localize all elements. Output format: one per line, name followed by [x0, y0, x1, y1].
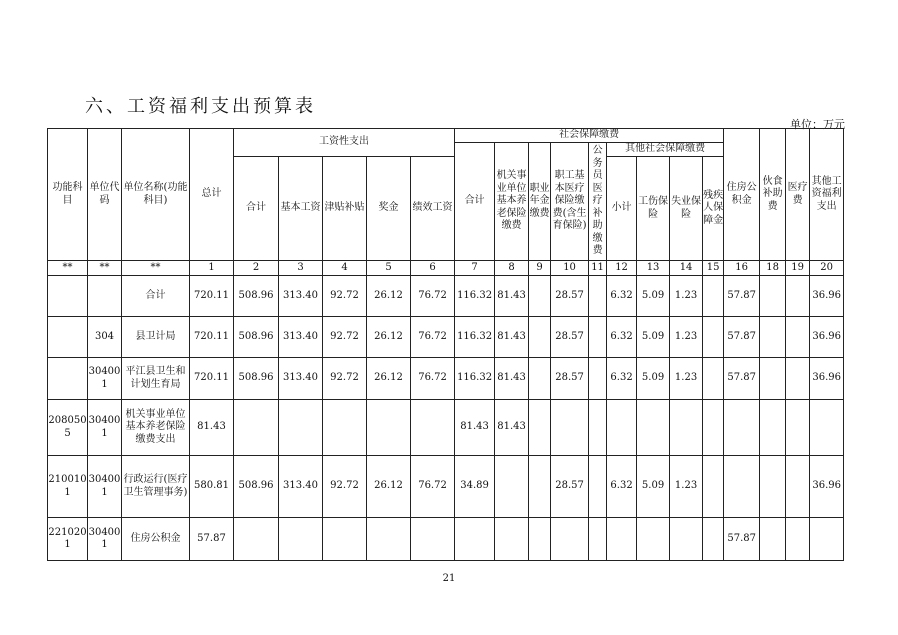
amount-cell — [760, 456, 786, 518]
unit-name-cell: 住房公积金 — [122, 518, 190, 561]
unit-name-cell: 合计 — [122, 276, 190, 317]
column-index-cell: 8 — [495, 261, 529, 276]
amount-cell: 5.09 — [637, 276, 670, 317]
amount-cell: 116.32 — [455, 317, 495, 358]
amount-cell — [703, 358, 724, 400]
header-pension: 机关事业单位基本养老保险缴费 — [495, 143, 529, 261]
amount-cell — [279, 518, 323, 561]
header-disability: 残疾人保障金 — [703, 157, 724, 261]
amount-cell — [760, 518, 786, 561]
amount-cell: 57.87 — [724, 358, 760, 400]
header-performance: 绩效工资 — [411, 157, 455, 261]
amount-cell — [589, 317, 607, 358]
amount-cell: 5.09 — [637, 358, 670, 400]
amount-cell: 28.57 — [551, 456, 589, 518]
amount-cell: 1.23 — [670, 317, 703, 358]
amount-cell: 6.32 — [607, 358, 637, 400]
column-index-cell: 3 — [279, 261, 323, 276]
func-code-cell: 2080505 — [48, 400, 88, 456]
column-index-cell: ** — [122, 261, 190, 276]
amount-cell — [760, 358, 786, 400]
header-housing: 住房公积金 — [724, 129, 760, 261]
amount-cell — [529, 518, 551, 561]
amount-cell — [724, 456, 760, 518]
column-index-cell: 16 — [724, 261, 760, 276]
header-wage-subtotal: 合计 — [234, 157, 279, 261]
amount-cell: 6.32 — [607, 456, 637, 518]
amount-cell — [670, 400, 703, 456]
header-other-subtotal: 小计 — [607, 157, 637, 261]
header-basic-wage: 基本工资 — [279, 157, 323, 261]
amount-cell: 36.96 — [810, 317, 844, 358]
unit-code-cell: 304001 — [88, 358, 122, 400]
header-med-fee: 医疗费 — [786, 129, 810, 261]
amount-cell — [589, 400, 607, 456]
amount-cell — [786, 317, 810, 358]
column-index-cell: 2 — [234, 261, 279, 276]
amount-cell: 28.57 — [551, 358, 589, 400]
header-wage-group: 工资性支出 — [234, 129, 455, 157]
header-injury: 工伤保险 — [637, 157, 670, 261]
amount-cell — [637, 400, 670, 456]
amount-cell: 5.09 — [637, 456, 670, 518]
amount-cell: 508.96 — [234, 276, 279, 317]
page-title: 六、工资福利支出预算表 — [85, 96, 316, 117]
column-index-cell: 13 — [637, 261, 670, 276]
amount-cell — [529, 358, 551, 400]
amount-cell: 6.32 — [607, 276, 637, 317]
amount-cell: 34.89 — [455, 456, 495, 518]
amount-cell: 28.57 — [551, 317, 589, 358]
amount-cell — [670, 518, 703, 561]
column-index-row-group — [48, 261, 844, 276]
amount-cell — [637, 518, 670, 561]
amount-cell: 580.81 — [190, 456, 234, 518]
amount-cell — [551, 400, 589, 456]
amount-cell: 36.96 — [810, 456, 844, 518]
amount-cell: 5.09 — [637, 317, 670, 358]
column-index-cell: 9 — [529, 261, 551, 276]
amount-cell: 313.40 — [279, 456, 323, 518]
data-rows — [48, 276, 844, 561]
func-code-cell — [48, 317, 88, 358]
amount-cell: 313.40 — [279, 276, 323, 317]
amount-cell — [529, 456, 551, 518]
header-medical: 职工基本医疗保险缴费(含生育保险) — [551, 143, 589, 261]
header-other-group: 其他社会保障缴费 — [607, 143, 724, 157]
header-unit-name: 单位名称(功能科目) — [122, 129, 190, 261]
unit-code-cell: 304 — [88, 317, 122, 358]
amount-cell — [607, 400, 637, 456]
column-index-cell: 18 — [760, 261, 786, 276]
unit-code-cell: 304001 — [88, 400, 122, 456]
amount-cell — [367, 518, 411, 561]
column-index-cell: 20 — [810, 261, 844, 276]
amount-cell — [760, 276, 786, 317]
amount-cell — [760, 317, 786, 358]
amount-cell — [703, 456, 724, 518]
amount-cell — [323, 400, 367, 456]
header-unit-code: 单位代码 — [88, 129, 122, 261]
amount-cell: 76.72 — [411, 276, 455, 317]
amount-cell — [786, 276, 810, 317]
amount-cell: 313.40 — [279, 317, 323, 358]
amount-cell — [551, 518, 589, 561]
amount-cell — [529, 317, 551, 358]
amount-cell: 81.43 — [190, 400, 234, 456]
amount-cell — [279, 400, 323, 456]
page-number: 21 — [442, 573, 456, 584]
amount-cell: 26.12 — [367, 317, 411, 358]
amount-cell — [589, 518, 607, 561]
func-code-cell — [48, 358, 88, 400]
amount-cell: 116.32 — [455, 358, 495, 400]
amount-cell: 116.32 — [455, 276, 495, 317]
amount-cell: 508.96 — [234, 358, 279, 400]
amount-cell: 81.43 — [455, 400, 495, 456]
amount-cell: 313.40 — [279, 358, 323, 400]
amount-cell: 26.12 — [367, 276, 411, 317]
amount-cell — [323, 518, 367, 561]
table-row — [48, 276, 844, 317]
amount-cell: 36.96 — [810, 358, 844, 400]
header-allowance: 津贴补贴 — [323, 157, 367, 261]
amount-cell: 76.72 — [411, 317, 455, 358]
header-meal: 伙食补助费 — [760, 129, 786, 261]
unit-code-cell — [88, 276, 122, 317]
unit-name-cell: 县卫计局 — [122, 317, 190, 358]
amount-cell: 92.72 — [323, 358, 367, 400]
header-annuity: 职业年金缴费 — [529, 143, 551, 261]
amount-cell — [529, 276, 551, 317]
amount-cell: 36.96 — [810, 276, 844, 317]
func-code-cell: 2210201 — [48, 518, 88, 561]
header-total: 总计 — [190, 129, 234, 261]
amount-cell: 1.23 — [670, 276, 703, 317]
amount-cell: 81.43 — [495, 358, 529, 400]
amount-cell — [786, 400, 810, 456]
header-bonus: 奖金 — [367, 157, 411, 261]
amount-cell: 26.12 — [367, 456, 411, 518]
amount-cell — [589, 456, 607, 518]
column-index-cell: 1 — [190, 261, 234, 276]
amount-cell: 92.72 — [323, 456, 367, 518]
amount-cell: 720.11 — [190, 276, 234, 317]
amount-cell: 28.57 — [551, 276, 589, 317]
amount-cell: 508.96 — [234, 456, 279, 518]
amount-cell: 57.87 — [190, 518, 234, 561]
amount-cell: 81.43 — [495, 400, 529, 456]
amount-cell: 1.23 — [670, 358, 703, 400]
amount-cell: 1.23 — [670, 456, 703, 518]
amount-cell — [589, 358, 607, 400]
column-index-cell: ** — [88, 261, 122, 276]
amount-cell — [607, 518, 637, 561]
column-index-cell: ** — [48, 261, 88, 276]
amount-cell — [234, 400, 279, 456]
func-code-cell: 2100101 — [48, 456, 88, 518]
budget-table — [47, 128, 844, 561]
column-index-cell: 4 — [323, 261, 367, 276]
header-other-welfare: 其他工资福利支出 — [810, 129, 844, 261]
amount-cell — [703, 276, 724, 317]
amount-cell — [455, 518, 495, 561]
amount-cell — [495, 518, 529, 561]
amount-cell — [411, 518, 455, 561]
amount-cell: 508.96 — [234, 317, 279, 358]
amount-cell — [703, 400, 724, 456]
amount-cell: 76.72 — [411, 358, 455, 400]
amount-cell: 92.72 — [323, 276, 367, 317]
header-civil-medical: 公务员医疗补助缴费 — [589, 143, 607, 261]
amount-cell — [529, 400, 551, 456]
column-index-cell: 15 — [703, 261, 724, 276]
amount-cell — [589, 276, 607, 317]
unit-label: 单位：万元 — [790, 118, 845, 131]
header-social-group: 社会保障缴费 — [455, 129, 724, 143]
table-row — [48, 358, 844, 400]
unit-name-cell: 行政运行(医疗卫生管理事务) — [122, 456, 190, 518]
amount-cell — [367, 400, 411, 456]
amount-cell — [724, 400, 760, 456]
column-index-cell: 6 — [411, 261, 455, 276]
column-index-cell: 10 — [551, 261, 589, 276]
table-row — [48, 456, 844, 518]
amount-cell — [786, 518, 810, 561]
amount-cell: 57.87 — [724, 276, 760, 317]
amount-cell — [703, 317, 724, 358]
unit-name-cell: 机关事业单位基本养老保险缴费支出 — [122, 400, 190, 456]
amount-cell — [760, 400, 786, 456]
amount-cell: 26.12 — [367, 358, 411, 400]
column-index-cell: 5 — [367, 261, 411, 276]
amount-cell — [786, 358, 810, 400]
unit-code-cell: 304001 — [88, 518, 122, 561]
amount-cell — [234, 518, 279, 561]
header-unemployment: 失业保险 — [670, 157, 703, 261]
func-code-cell — [48, 276, 88, 317]
column-index-cell: 14 — [670, 261, 703, 276]
table-row — [48, 518, 844, 561]
amount-cell — [411, 400, 455, 456]
amount-cell: 57.87 — [724, 317, 760, 358]
amount-cell — [786, 456, 810, 518]
amount-cell: 720.11 — [190, 358, 234, 400]
column-index-cell: 7 — [455, 261, 495, 276]
amount-cell: 76.72 — [411, 456, 455, 518]
unit-name-cell: 平江县卫生和计划生育局 — [122, 358, 190, 400]
header-func-code: 功能科目 — [48, 129, 88, 261]
column-index-cell: 12 — [607, 261, 637, 276]
column-index-cell: 11 — [589, 261, 607, 276]
amount-cell: 92.72 — [323, 317, 367, 358]
table-row — [48, 317, 844, 358]
amount-cell: 81.43 — [495, 276, 529, 317]
column-index-row — [48, 261, 844, 276]
amount-cell — [495, 456, 529, 518]
amount-cell: 720.11 — [190, 317, 234, 358]
header-social-subtotal: 合计 — [455, 143, 495, 261]
amount-cell — [810, 400, 844, 456]
amount-cell: 57.87 — [724, 518, 760, 561]
amount-cell: 6.32 — [607, 317, 637, 358]
amount-cell: 81.43 — [495, 317, 529, 358]
amount-cell — [810, 518, 844, 561]
column-index-cell: 19 — [786, 261, 810, 276]
unit-code-cell: 304001 — [88, 456, 122, 518]
amount-cell — [703, 518, 724, 561]
table-row — [48, 400, 844, 456]
